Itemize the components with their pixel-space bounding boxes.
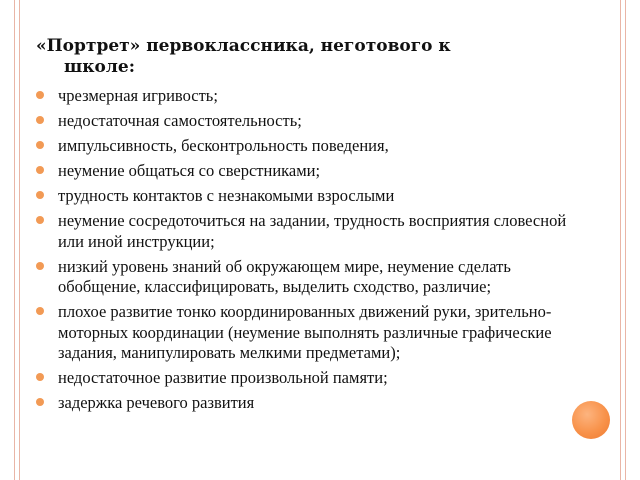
bullet-icon [36, 262, 44, 270]
list-item [36, 368, 596, 389]
bullet-icon [36, 141, 44, 149]
list-item [36, 161, 596, 182]
list-item-text: неумение сосредоточиться на задании, трудность восприятия словесной или иной инструкции; [58, 211, 567, 251]
slide-content [36, 36, 596, 418]
bullet-icon [36, 373, 44, 381]
bullet-icon [36, 216, 44, 224]
list-item [36, 111, 596, 132]
list-item [36, 86, 596, 107]
list-item-text: плохое развитие тонко координированных движений руки, зрительно-моторных координации (неумение выполнять различные графические задания, манипулировать мелкими предметами); [58, 302, 552, 362]
slide-heading [36, 36, 596, 78]
list-item [36, 211, 596, 252]
left-border-decoration [14, 0, 20, 480]
list-item [36, 393, 596, 414]
list-item-text: трудность контактов с незнакомыми взрослыми [58, 186, 395, 205]
list-item [36, 136, 596, 157]
list-item-text: задержка речевого развития [58, 393, 255, 412]
bullet-icon [36, 191, 44, 199]
list-item [36, 186, 596, 207]
list-item-text: низкий уровень знаний об окружающем мире, неумение сделать обобщение, классифицировать, выделить сходство, различие; [58, 256, 511, 296]
heading-line-2: школе: [64, 57, 135, 77]
heading-line-1: «Портрет» первоклассника, неготового к [36, 36, 451, 56]
list-item-text: недостаточное развитие произвольной памяти; [58, 368, 388, 387]
list-item-text: импульсивность, бесконтрольность поведения, [58, 136, 389, 155]
list-item-text: чрезмерная игривость; [58, 86, 218, 105]
bullet-icon [36, 91, 44, 99]
bullet-icon [36, 166, 44, 174]
right-border-decoration [620, 0, 626, 480]
list-item-text: недостаточная самостоятельность; [58, 111, 302, 130]
bullet-icon [36, 116, 44, 124]
list-item [36, 302, 596, 364]
bullet-icon [36, 398, 44, 406]
bullet-list [36, 86, 596, 414]
bullet-icon [36, 307, 44, 315]
list-item-text: неумение общаться со сверстниками; [58, 161, 321, 180]
list-item [36, 257, 596, 298]
